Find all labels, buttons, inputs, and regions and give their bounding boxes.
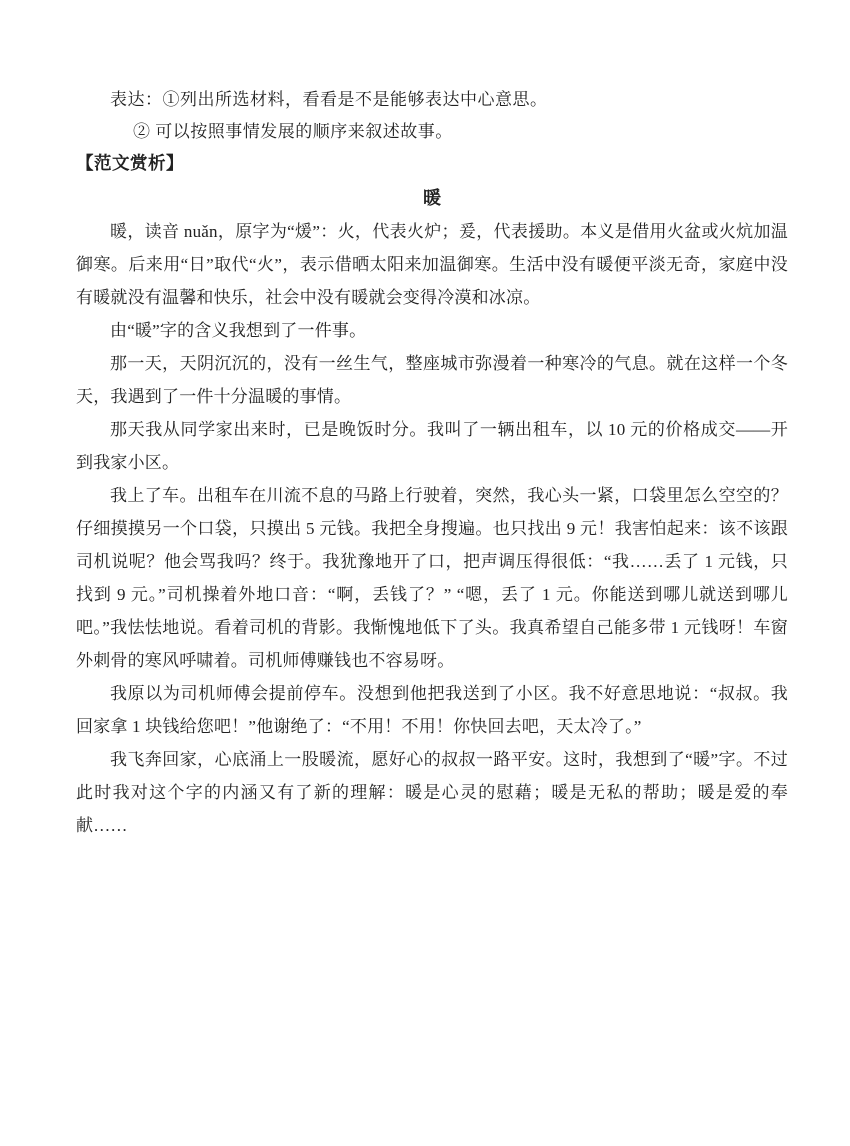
section-heading: 【范文赏析】 (76, 153, 184, 173)
essay-title: 暖 (423, 188, 441, 208)
essay-paragraph: 暖，读音 nuǎn，原字为“煖”：火，代表火炉；爰，代表援助。本义是借用火盆或火炕加温御寒。后来用“日”取代“火”，表示借晒太阳来加温御寒。生活中没有暖便平淡无奇，家庭中没有暖就没有温馨和快乐，社会中没有暖就会变得冷漠和冰凉。 (76, 222, 788, 307)
essay-paragraph: 由“暖”字的含义我想到了一件事。 (110, 321, 367, 340)
essay-paragraph: 我飞奔回家，心底涌上一股暖流，愿好心的叔叔一路平安。这时，我想到了“暖”字。不过此时我对这个字的内涵又有了新的理解：暖是心灵的慰藉；暖是无私的帮助；暖是爱的奉献…… (76, 750, 788, 835)
essay-paragraph: 我原以为司机师傅会提前停车。没想到他把我送到了小区。我不好意思地说：“叔叔。我回家拿 1 块钱给您吧！”他谢绝了：“不用！不用！你快回去吧，天太冷了。” (76, 684, 788, 736)
essay-paragraph: 我上了车。出租车在川流不息的马路上行驶着，突然，我心头一紧，口袋里怎么空空的？仔细摸摸另一个口袋，只摸出 5 元钱。我把全身搜遍。也只找出 9 元！我害怕起来：该不该跟司机说呢？他会骂我吗？终于。我犹豫地开了口，把声调压得很低：“我……丢了 1 元钱，只找到 9 元。”司机操着外地口音：“啊，丢钱了？” “嗯，丢了 1 元。你能送到哪儿就送到哪儿吧。”我怯怯地说。看着司机的背影。我惭愧地低下了头。我真希望自己能多带 1 元钱呀！车窗外刺骨的寒风呼啸着。司机师傅赚钱也不容易呀。 (76, 486, 788, 670)
intro-line-1: 表达：①列出所选材料，看看是不是能够表达中心意思。 (110, 90, 548, 109)
essay-paragraph: 那天我从同学家出来时，已是晚饭时分。我叫了一辆出租车，以 10 元的价格成交——开到我家小区。 (76, 420, 788, 472)
intro-line-2: ② 可以按照事情发展的顺序来叙述故事。 (133, 122, 453, 141)
essay-paragraph: 那一天，天阴沉沉的，没有一丝生气，整座城市弥漫着一种寒冷的气息。就在这样一个冬天，我遇到了一件十分温暖的事情。 (76, 354, 788, 406)
